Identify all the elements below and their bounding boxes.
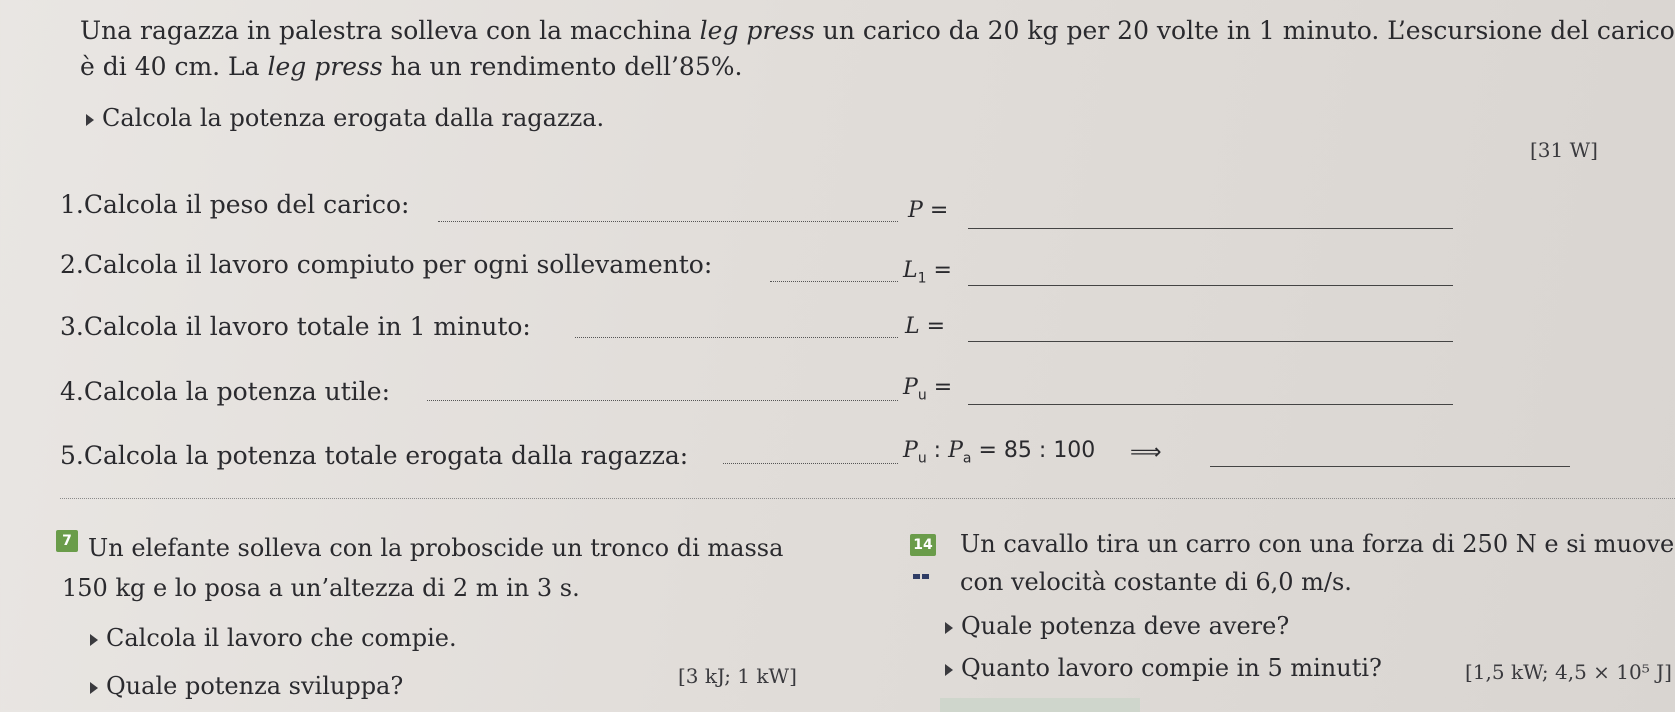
bullet-icon bbox=[945, 622, 953, 634]
step-5-dotted-leader bbox=[723, 463, 898, 464]
step-5-label: 5.Calcola la potenza totale erogata dalla ragazza: bbox=[60, 441, 689, 470]
formula-ratio: = 85 : 100 bbox=[971, 438, 1096, 463]
formula-symbol: L bbox=[903, 258, 918, 283]
step-3-label: 3.Calcola il lavoro totale in 1 minuto: bbox=[60, 312, 531, 341]
formula-symbol: P bbox=[903, 375, 918, 400]
problem-7-answer: [3 kJ; 1 kW] bbox=[678, 664, 797, 688]
step-1-label: 1.Calcola il peso del carico: bbox=[60, 190, 410, 219]
step-4-answer-line[interactable] bbox=[968, 404, 1453, 405]
formula-subscript: 1 bbox=[917, 270, 927, 287]
intro-italic: leg press bbox=[699, 16, 815, 45]
difficulty-dots-icon bbox=[913, 564, 931, 583]
formula-colon: : bbox=[926, 438, 949, 463]
task-text: Calcola la potenza erogata dalla ragazza. bbox=[102, 104, 605, 132]
problem-14-number-badge: 14 bbox=[910, 534, 936, 556]
intro-text: Una ragazza in palestra solleva con la macchina bbox=[80, 16, 700, 45]
step-2-answer-line[interactable] bbox=[968, 285, 1453, 286]
formula-symbol: P bbox=[908, 198, 923, 223]
step-5-answer-line[interactable] bbox=[1210, 466, 1570, 467]
intro-italic: leg press bbox=[267, 52, 383, 81]
problem-7-line-1: Un elefante solleva con la proboscide un tronco di massa bbox=[88, 534, 784, 562]
bullet-icon bbox=[90, 634, 98, 646]
problem-task bbox=[86, 104, 604, 132]
intro-text: un carico da 20 kg per 20 volte in 1 minuto. L’escursione del carico bbox=[814, 16, 1675, 45]
task-text: Calcola il lavoro che compie. bbox=[106, 624, 457, 652]
step-1-answer-line[interactable] bbox=[968, 228, 1453, 229]
problem-14-task-2 bbox=[945, 654, 1382, 682]
problem-7-line-2: 150 kg e lo posa a un’altezza di 2 m in 3 s. bbox=[62, 574, 580, 602]
step-5-formula bbox=[903, 438, 1095, 466]
step-1-dotted-leader bbox=[438, 221, 898, 222]
section-divider bbox=[60, 498, 1675, 499]
step-3-answer-line[interactable] bbox=[968, 341, 1453, 342]
bullet-icon bbox=[945, 664, 953, 676]
step-4-formula bbox=[903, 375, 952, 403]
formula-eq: = bbox=[926, 314, 946, 339]
step-3-dotted-leader bbox=[575, 337, 898, 338]
step-4-label: 4.Calcola la potenza utile: bbox=[60, 377, 391, 406]
formula-symbol: P bbox=[948, 438, 963, 463]
bullet-icon bbox=[90, 682, 98, 694]
formula-subscript: u bbox=[917, 450, 927, 467]
problem-14-line-2: con velocità costante di 6,0 m/s. bbox=[960, 568, 1352, 596]
problem-7-task-2 bbox=[90, 672, 403, 700]
formula-eq: = bbox=[933, 375, 953, 400]
problem-7-task-1 bbox=[90, 624, 457, 652]
task-text: Quanto lavoro compie in 5 minuti? bbox=[961, 654, 1382, 682]
problem-14-line-1: Un cavallo tira un carro con una forza di 250 N e si muove bbox=[960, 530, 1675, 558]
problem-14-answer: [1,5 kW; 4,5 × 10⁵ J] bbox=[1465, 660, 1672, 684]
problem-14-task-1 bbox=[945, 612, 1289, 640]
task-text: Quale potenza deve avere? bbox=[961, 612, 1290, 640]
problem-intro-line-1 bbox=[80, 14, 1675, 48]
step-2-formula bbox=[903, 258, 952, 286]
formula-symbol: P bbox=[903, 438, 918, 463]
formula-subscript: u bbox=[917, 387, 927, 404]
bullet-icon bbox=[86, 114, 94, 126]
intro-text: è di 40 cm. La bbox=[80, 52, 268, 81]
step-1-formula bbox=[908, 198, 948, 223]
problem-7-number-badge: 7 bbox=[56, 530, 78, 552]
step-3-formula bbox=[905, 314, 945, 339]
step-2-label: 2.Calcola il lavoro compiuto per ogni sollevamento: bbox=[60, 250, 713, 279]
implies-arrow-icon: ⟹ bbox=[1130, 440, 1162, 465]
step-4-dotted-leader bbox=[427, 400, 898, 401]
problem-answer: [31 W] bbox=[1530, 138, 1598, 162]
problem-intro-line-2 bbox=[80, 50, 742, 84]
formula-subscript: a bbox=[962, 450, 972, 467]
step-2-dotted-leader bbox=[770, 281, 898, 282]
task-text: Quale potenza sviluppa? bbox=[106, 672, 404, 700]
formula-eq: = bbox=[929, 198, 949, 223]
formula-eq: = bbox=[933, 258, 952, 283]
formula-symbol: L bbox=[905, 314, 920, 339]
intro-text: ha un rendimento dell’85%. bbox=[382, 52, 743, 81]
